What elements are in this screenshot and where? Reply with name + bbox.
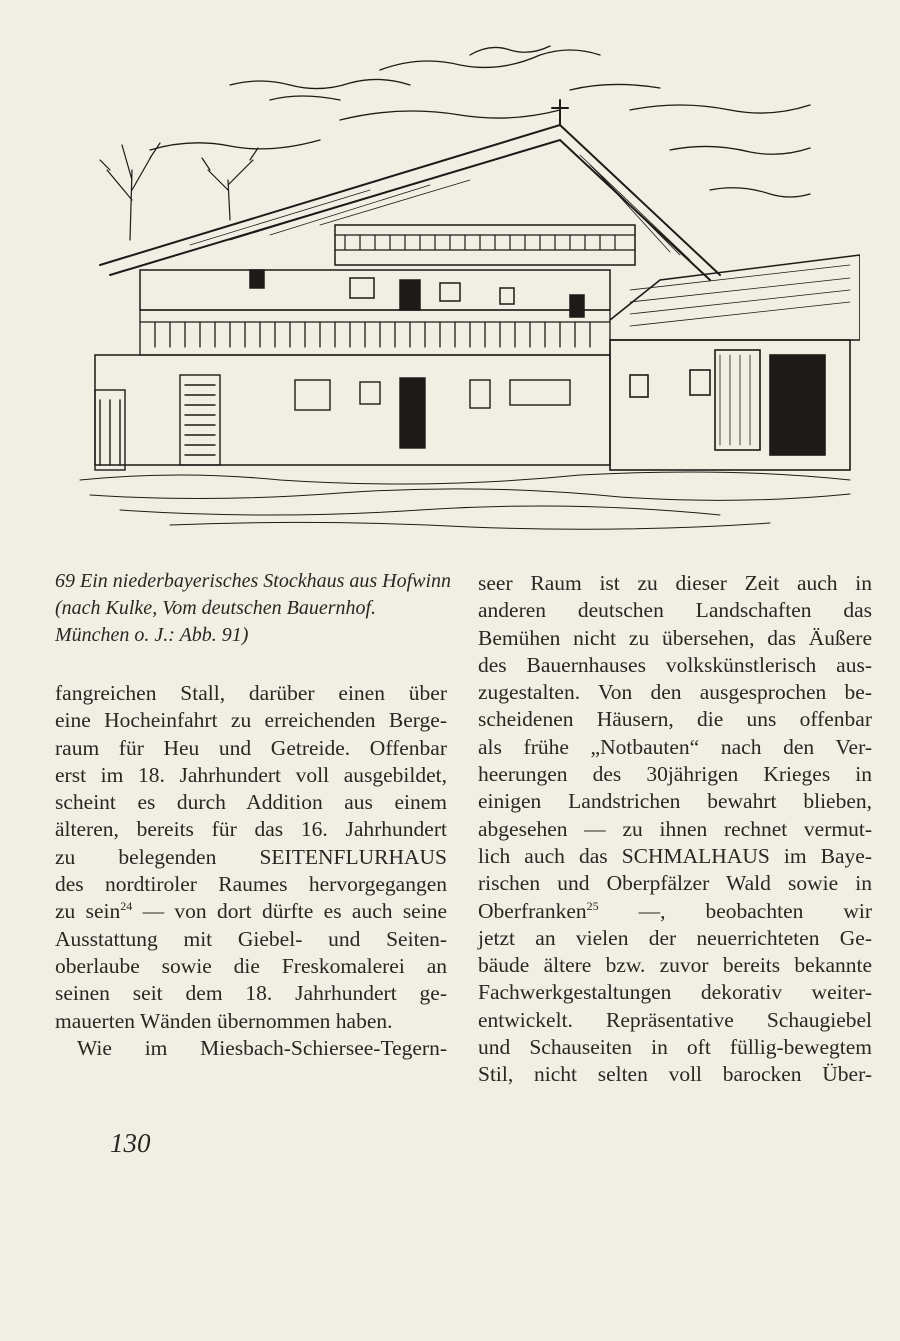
text-line: abgesehen — zu ihnen rechnet vermut- [478,816,872,841]
text-line-with-footnote [478,898,872,925]
text-fragment: —, beobachten wir [598,898,872,923]
text-line: älteren, bereits für das 16. Jahrhundert [55,817,447,842]
text-line: und Schauseiten in oft füllig-bewegtem [478,1035,872,1060]
text-fragment: — von dort dürfte es auch seine [132,899,447,924]
text-line: Stil, nicht selten voll barocken Über- [478,1062,872,1087]
text-line: zugestalten. Von den ausgesprochen be- [478,680,872,705]
text-line: heerungen des 30jährigen Krieges in [478,762,872,787]
caption-line: 69 Ein niederbayerisches Stockhaus aus Hofwinn [55,570,452,592]
text-line: oberlaube sowie die Freskomalerei an [55,953,447,978]
text-line: scheidenen Häusern, die uns offenbar [478,707,872,732]
caption-line: (nach Kulke, Vom deutschen Bauernhof. [55,597,377,619]
text-line: entwickelt. Repräsentative Schaugiebel [478,1007,872,1032]
text-line: scheint es durch Addition aus einem [55,790,447,815]
text-line: anderen deutschen Landschaften das [478,598,872,623]
text-line: Bemühen nicht zu übersehen, das Äußere [478,625,872,650]
text-line: Wie im Miesbach-Schiersee-Tegern- [77,1035,447,1060]
text-fragment: Oberfranken [478,898,587,923]
right-text-column [478,570,872,1089]
text-fragment: zu sein [55,899,121,924]
text-line: eine Hocheinfahrt zu erreichenden Berge- [55,708,447,733]
text-line: seer Raum ist zu dieser Zeit auch in [478,571,872,595]
text-line: Ausstattung mit Giebel- und Seiten- [55,926,447,951]
text-line: jetzt an vielen der neuerrichteten Ge- [478,925,872,950]
page-number: 130 [110,1128,151,1158]
footnote-marker[interactable]: 25 [586,898,599,913]
text-line: bäude ältere bzw. zuvor bereits bekannte [478,953,872,978]
text-line: lich auch das SCHMALHAUS im Baye- [478,843,872,868]
text-line: fangreichen Stall, darüber einen über [55,681,447,705]
text-line: raum für Heu und Getreide. Offenbar [55,735,447,760]
left-text-column [55,680,447,1062]
text-line: seinen seit dem 18. Jahrhundert ge- [55,981,447,1006]
figure-caption [55,568,460,649]
text-line-with-footnote [55,898,447,925]
caption-line: München o. J.: Abb. 91) [55,624,249,646]
text-line: Fachwerkgestaltungen dekorativ weiter- [478,980,872,1005]
text-line: des nordtiroler Raumes hervorgegangen [55,872,447,897]
text-line: rischen und Oberpfälzer Wald sowie in [478,871,872,896]
farmhouse-illustration [70,40,860,530]
text-line: als frühe „Notbauten“ nach den Ver- [478,734,872,759]
text-line: erst im 18. Jahrhundert voll ausgebildet, [55,762,447,787]
text-line: mauerten Wänden übernommen haben. [55,1008,393,1033]
text-line: des Bauernhauses volkskünstlerisch aus- [478,652,872,677]
text-line: zu belegenden SEITENFLURHAUS [55,844,447,869]
text-line: einigen Landstrichen bewahrt blieben, [478,789,872,814]
footnote-marker[interactable]: 24 [120,899,133,914]
